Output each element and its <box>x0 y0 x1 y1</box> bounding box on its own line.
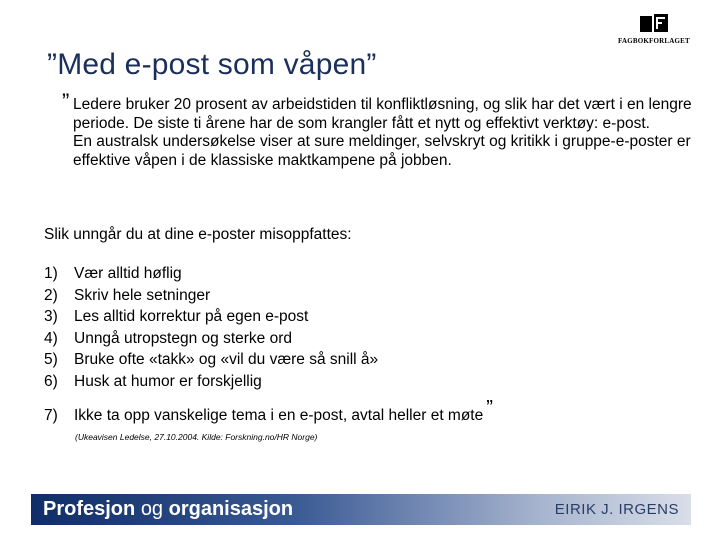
list-text: Bruke ofte «takk» og «vil du være så snill å» <box>74 351 379 368</box>
quote-paragraph: En australsk undersøkelse viser at sure meldinger, selvskryt og kritikk i gruppe-e-poster er effektive våpen i de klassiske maktkampene på jobben. <box>73 133 691 169</box>
list-item <box>44 306 493 328</box>
quote-paragraph: Ledere bruker 20 prosent av arbeidstiden til konfliktløsning, og slik har det vært i en lengre periode. De siste ti årene har de som krangler fått et nytt og effektivt verktøy: e-post. <box>73 96 692 132</box>
source-citation: (Ukeavisen Ledelse, 27.10.2004. Kilde: Forskning.no/HR Norge) <box>75 432 318 442</box>
list-number: 5) <box>44 351 58 368</box>
tips-list <box>44 263 493 424</box>
quote-block <box>62 89 692 170</box>
list-number: 6) <box>44 372 58 390</box>
book-icon <box>640 14 668 34</box>
list-intro: Slik unngår du at dine e-poster misoppfattes: <box>44 226 352 243</box>
list-item <box>44 263 493 285</box>
publisher-logo <box>618 14 690 48</box>
list-number: 3) <box>44 308 58 325</box>
list-number: 4) <box>44 329 58 347</box>
course-title-part: og <box>140 498 164 520</box>
list-item <box>44 285 493 307</box>
author-name: EIRIK J. IRGENS <box>554 501 679 518</box>
list-text: Vær alltid høflig <box>74 265 182 282</box>
list-text: Les alltid korrektur på egen e-post <box>74 308 309 325</box>
list-item <box>44 397 493 424</box>
list-item <box>44 328 493 350</box>
course-title-part: Profesjon <box>43 498 136 520</box>
list-number: 1) <box>44 265 58 282</box>
list-text: Ikke ta opp vanskelige tema i en e-post, avtal heller et møte <box>74 407 484 424</box>
course-title-part: organisasjon <box>168 498 294 520</box>
list-item <box>44 349 493 371</box>
list-number: 2) <box>44 286 58 304</box>
list-text: Skriv hele setninger <box>74 286 211 304</box>
opening-quote-mark: ” <box>62 89 70 114</box>
list-text: Husk at humor er forskjellig <box>74 372 262 390</box>
footer-banner <box>31 494 691 525</box>
list-item <box>44 371 493 393</box>
list-number: 7) <box>44 407 58 424</box>
slide-title: ”Med e-post som våpen” <box>47 48 377 81</box>
closing-quote-mark: ” <box>486 397 493 419</box>
logo-text: FAGBOKFORLAGET <box>618 37 690 45</box>
list-text: Unngå utropstegn og sterke ord <box>74 329 292 347</box>
course-title <box>43 498 293 521</box>
